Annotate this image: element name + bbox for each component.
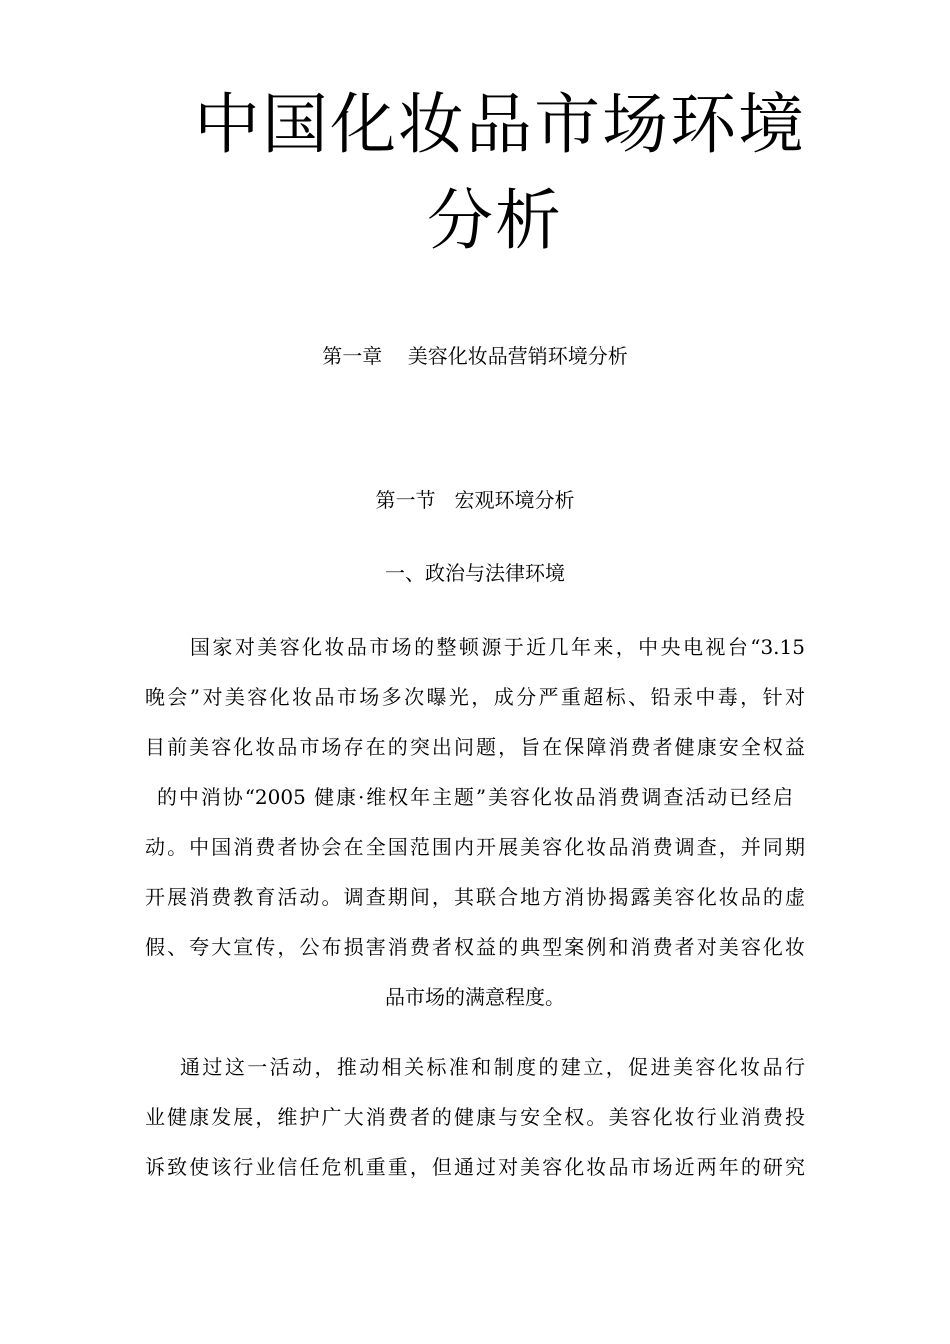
document-title-line-2: 分析	[427, 182, 563, 259]
paragraph-line: 的中消协“2005 健康·维权年主题”美容化妆品消费调查活动已经启	[157, 785, 793, 809]
chapter-heading: 第一章 美容化妆品营销环境分析	[322, 344, 628, 368]
paragraph-line: 晚会”对美容化妆品市场多次曝光，成分严重超标、铅汞中毒，针对	[145, 685, 805, 709]
paragraph-line: 目前美容化妆品市场存在的突出问题，旨在保障消费者健康安全权益	[145, 735, 805, 759]
paragraph-line: 诉致使该行业信任危机重重，但通过对美容化妆品市场近两年的研究	[145, 1155, 805, 1179]
paragraph-line: 国家对美容化妆品市场的整顿源于近几年来，中央电视台“3.15	[190, 635, 805, 659]
document-title-line-1: 中国化妆品市场环境	[194, 86, 806, 163]
paragraph-line: 品市场的满意程度。	[385, 985, 565, 1009]
paragraph-line: 通过这一活动，推动相关标准和制度的建立，促进美容化妆品行	[180, 1055, 805, 1079]
paragraph-line: 动。中国消费者协会在全国范围内开展美容化妆品消费调查，并同期	[145, 835, 805, 859]
paragraph-line: 假、夸大宣传，公布损害消费者权益的典型案例和消费者对美容化妆	[145, 935, 805, 959]
paragraph-line: 业健康发展，维护广大消费者的健康与安全权。美容化妆行业消费投	[145, 1105, 805, 1129]
subsection-heading: 一、政治与法律环境	[385, 561, 565, 585]
paragraph-line: 开展消费教育活动。调查期间，其联合地方消协揭露美容化妆品的虚	[145, 885, 805, 909]
section-heading: 第一节 宏观环境分析	[375, 488, 575, 512]
